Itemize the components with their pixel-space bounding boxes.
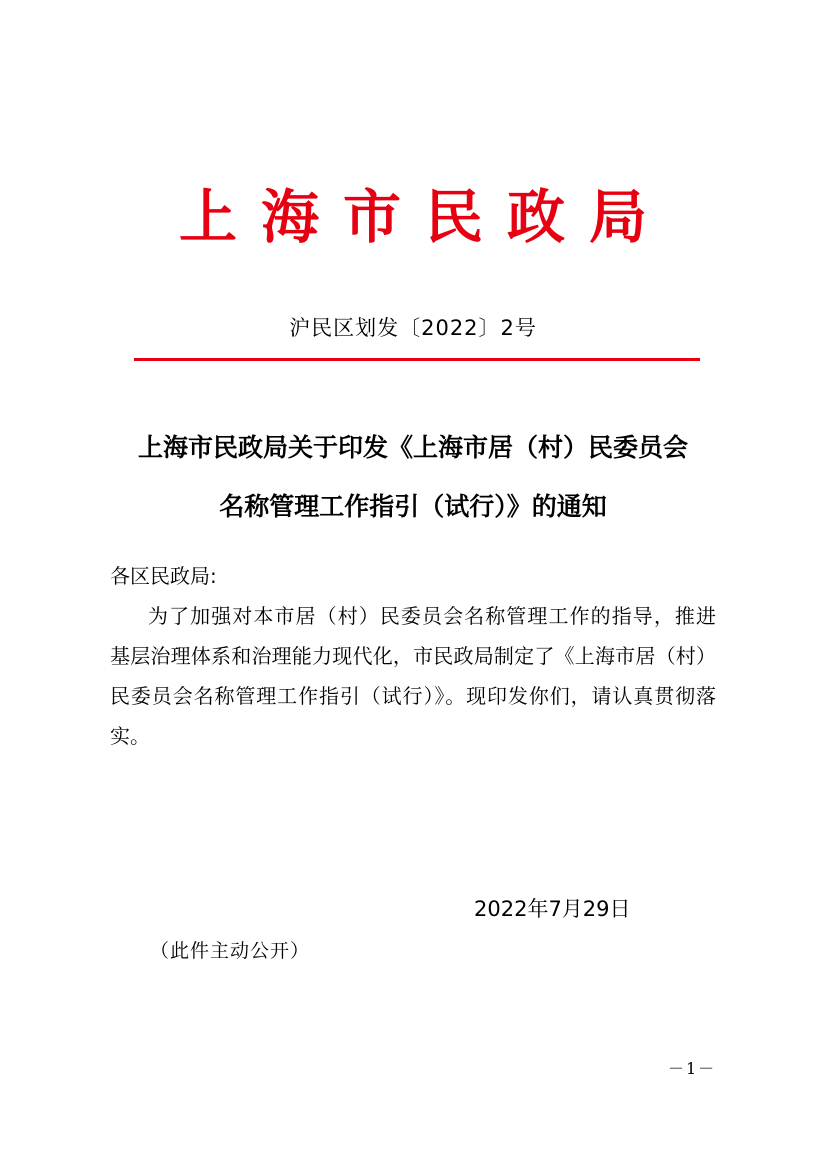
organization-header: 上海市民政局 [178,183,671,251]
issue-date: 2022年7月29日 [474,897,631,921]
document-title-line-1: 上海市民政局关于印发《上海市居（村）民委员会 [137,433,688,462]
body-text-line: 民委员会名称管理工作指引（试行）》。现印发你们，请认真贯彻落 [110,684,716,708]
document-title-line-2: 名称管理工作指引（试行）》的通知 [219,492,607,521]
salutation: 各区民政局: [110,564,217,588]
page-number: －1－ [668,1059,717,1078]
red-divider-rule [134,358,700,361]
body-text-line: 实。 [110,724,150,748]
disclosure-note: （此件主动公开） [150,940,311,962]
body-text-line: 为了加强对本市居（村）民委员会名称管理工作的指导，推进 [148,604,716,628]
body-text-line: 基层治理体系和治理能力现代化，市民政局制定了《上海市居（村） [110,644,716,668]
document-number: 沪民区划发〔2022〕2号 [289,316,537,340]
